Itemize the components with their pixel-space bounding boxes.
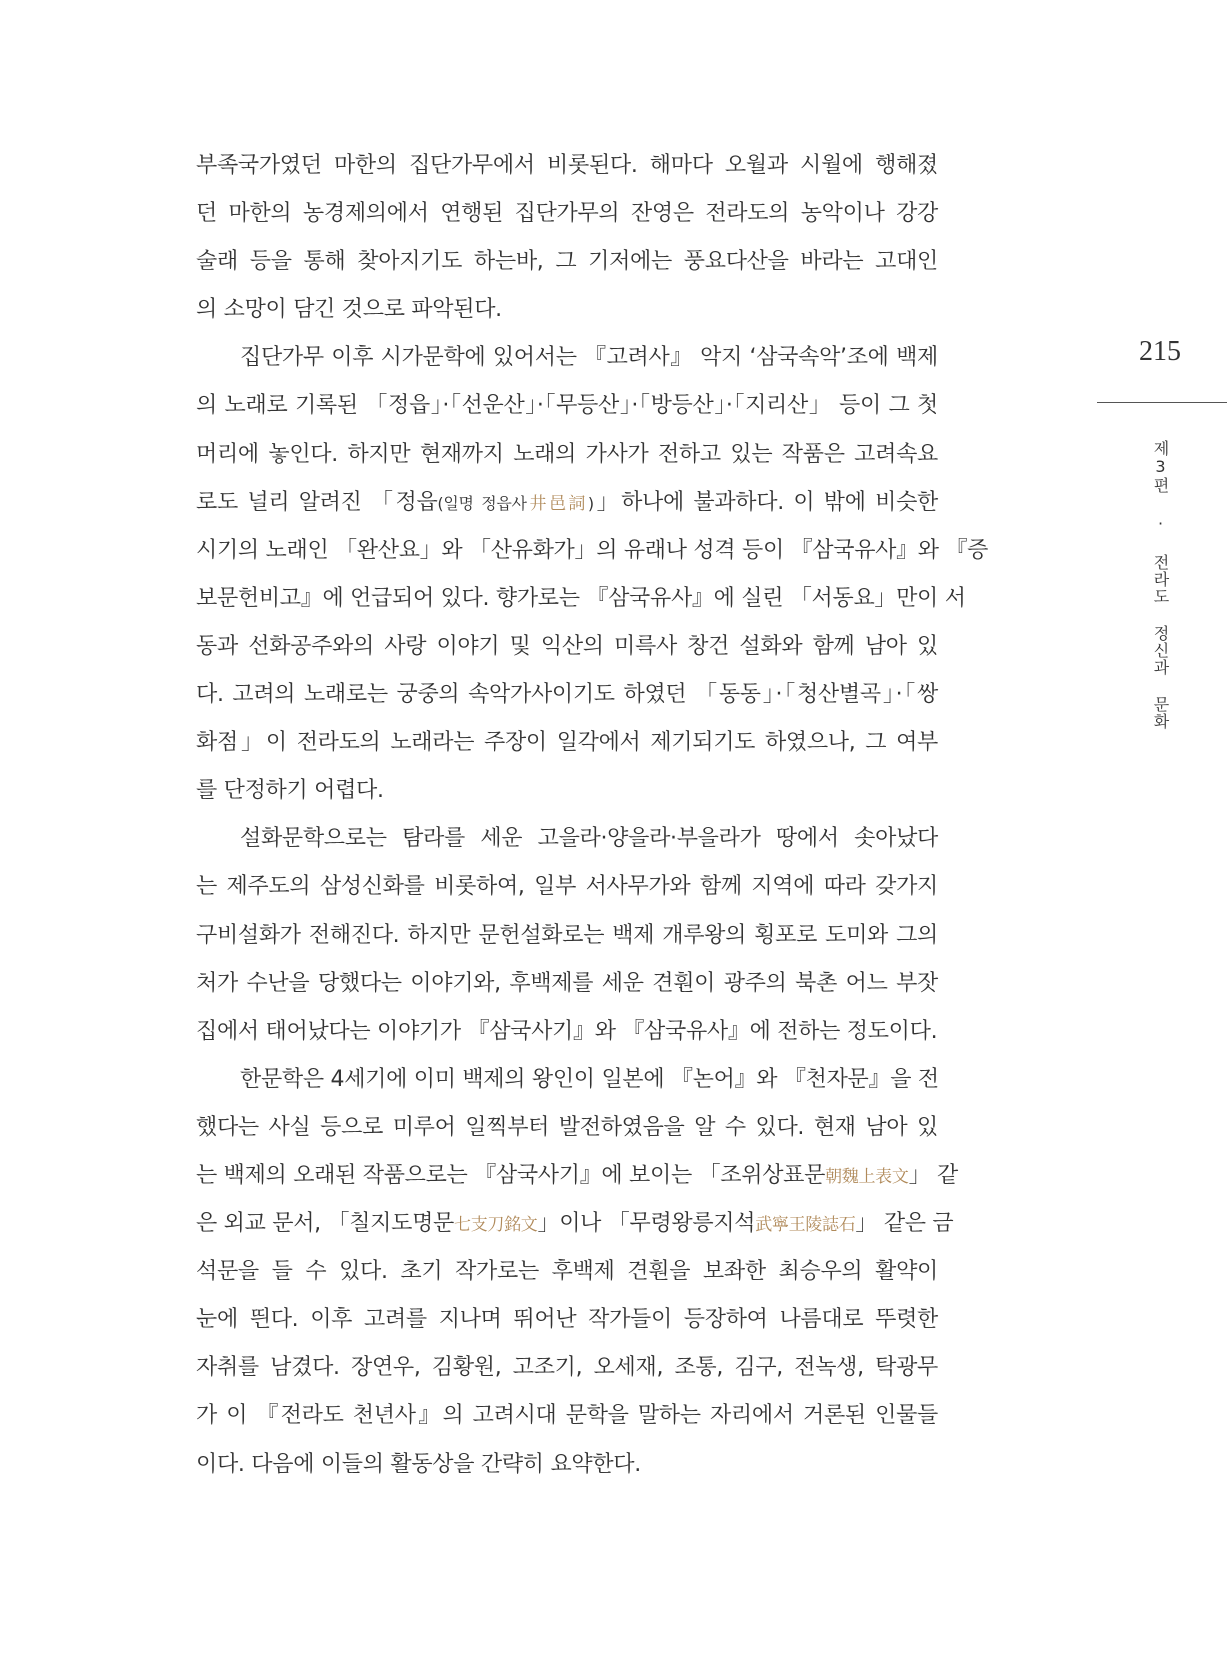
hanja-annotation: 朝魏上表文 [825, 1166, 909, 1187]
text-run: 는 제주도의 삼성신화를 비롯하여, 일부 서사무가와 함께 지역에 따라 갖가지 [196, 874, 938, 900]
hanja-annotation: 七支刀銘文 [454, 1215, 538, 1236]
text-line [196, 767, 938, 815]
text-run: 처가 수난을 당했다는 이야기와, 후백제를 세운 견훤이 광주의 북촌 어느 부잣 [196, 970, 938, 996]
text-line [196, 863, 938, 911]
text-line [196, 382, 938, 430]
text-line [196, 912, 938, 960]
text-run: 의 노래로 기록된 「정읍」·「선운산」·「무등산」·「방등산」·「지리산」 등이 그 첫 [196, 393, 938, 419]
text-run: 」 같 [908, 1162, 958, 1188]
text-line [196, 479, 938, 527]
text-run: 이다. 다음에 이들의 활동상을 간략히 요약한다. [196, 1451, 641, 1477]
text-line [196, 671, 938, 719]
text-line [196, 334, 938, 382]
text-line [196, 1152, 958, 1200]
text-run: 눈에 띈다. 이후 고려를 지나며 뛰어난 작가들이 등장하여 나름대로 뚜렷한 [196, 1307, 938, 1333]
text-run: 한문학은 4세기에 이미 백제의 왕인이 일본에 『논어』와 『천자문』을 전 [240, 1066, 939, 1092]
text-line [196, 142, 938, 190]
text-run: 설화문학으로는 탐라를 세운 고을라·양을라·부을라가 땅에서 솟아났다 [240, 826, 938, 852]
text-run: 를 단정하기 어렵다. [196, 778, 384, 804]
text-line [196, 527, 989, 575]
text-run: 구비설화가 전해진다. 하지만 문헌설화로는 백제 개루왕의 횡포로 도미와 그의 [196, 922, 938, 948]
text-run: 」하나에 불과하다. 이 밖에 비슷한 [593, 489, 938, 515]
text-run: 로도 널리 알려진 「정읍 [196, 489, 438, 515]
text-line [196, 1008, 938, 1056]
text-run: 머리에 놓인다. 하지만 현재까지 노래의 가사가 전하고 있는 작품은 고려속요 [196, 441, 938, 467]
paragraph [196, 142, 938, 334]
text-line [196, 1344, 938, 1392]
text-line [196, 1200, 954, 1248]
text-line [196, 1392, 938, 1440]
text-line [196, 623, 938, 671]
text-line [196, 1441, 938, 1489]
text-run: 」이나 「무령왕릉지석 [537, 1211, 756, 1237]
text-run: 보문헌비고』에 언급되어 있다. 향가로는 『삼국유사』에 실린 「서동요」만이 서 [196, 585, 966, 611]
body-text [196, 142, 989, 1489]
inline-note: ) [587, 493, 594, 513]
text-run: 던 마한의 농경제의에서 연행된 집단가무의 잔영은 전라도의 농악이나 강강 [196, 201, 938, 227]
running-head: 제3편 · 전라도 정신과 문화 [1151, 440, 1170, 730]
text-run: 술래 등을 통해 찾아지기도 하는바, 그 기저에는 풍요다산을 바라는 고대인 [196, 249, 938, 275]
text-line [196, 719, 938, 767]
text-line [196, 815, 938, 863]
text-run: 집에서 태어났다는 이야기가 『삼국사기』와 『삼국유사』에 전하는 정도이다. [196, 1018, 938, 1044]
page-number: 215 [1139, 336, 1181, 367]
text-line [196, 1104, 938, 1152]
hanja-annotation: 武寧王陵誌石 [755, 1215, 856, 1236]
text-run: 의 소망이 담긴 것으로 파악된다. [196, 297, 502, 323]
text-run: 은 외교 문서, 「칠지도명문 [196, 1211, 454, 1237]
text-run: 석문을 들 수 있다. 초기 작가로는 후백제 견훤을 보좌한 최승우의 활약이 [196, 1259, 938, 1285]
text-run: 」 같은 금 [855, 1211, 954, 1237]
margin-divider [1097, 402, 1227, 403]
text-run: 동과 선화공주와의 사랑 이야기 및 익산의 미륵사 창건 설화와 함께 남아 있 [196, 633, 938, 659]
text-run: 했다는 사실 등으로 미루어 일찍부터 발전하였음을 알 수 있다. 현재 남아 있 [196, 1114, 938, 1140]
inline-note: (일명 정읍사 [437, 493, 527, 513]
text-run: 자취를 남겼다. 장연우, 김황원, 고조기, 오세재, 조통, 김구, 전녹생, 탁광무 [196, 1355, 938, 1381]
text-line [196, 575, 966, 623]
text-run: 시기의 노래인 「완산요」와 「산유화가」의 유래나 성격 등이 『삼국유사』와 『증 [196, 537, 989, 563]
text-line [196, 190, 938, 238]
text-line [196, 1296, 938, 1344]
text-run: 가 이 『전라도 천년사』의 고려시대 문학을 말하는 자리에서 거론된 인물들 [196, 1403, 938, 1429]
text-line [196, 1056, 938, 1104]
text-line [196, 431, 938, 479]
text-run: 화점」이 전라도의 노래라는 주장이 일각에서 제기되기도 하였으나, 그 여부 [196, 730, 938, 756]
text-line [196, 960, 938, 1008]
text-line [196, 238, 938, 286]
text-line [196, 1248, 938, 1296]
text-run: 는 백제의 오래된 작품으로는 『삼국사기』에 보이는 「조위상표문 [196, 1162, 826, 1188]
text-run: 집단가무 이후 시가문학에 있어서는 『고려사』 악지 ‘삼국속악’조에 백제 [240, 345, 938, 371]
text-line [196, 286, 938, 334]
text-run: 부족국가였던 마한의 집단가무에서 비롯된다. 해마다 오월과 시월에 행해졌 [196, 153, 938, 178]
paragraph [196, 334, 989, 815]
paragraph [196, 1056, 958, 1489]
paragraph [196, 815, 938, 1055]
hanja-annotation: 井邑詞 [526, 493, 588, 514]
text-run: 다. 고려의 노래로는 궁중의 속악가사이기도 하였던 「동동」·「청산별곡」·「쌍 [196, 682, 938, 708]
